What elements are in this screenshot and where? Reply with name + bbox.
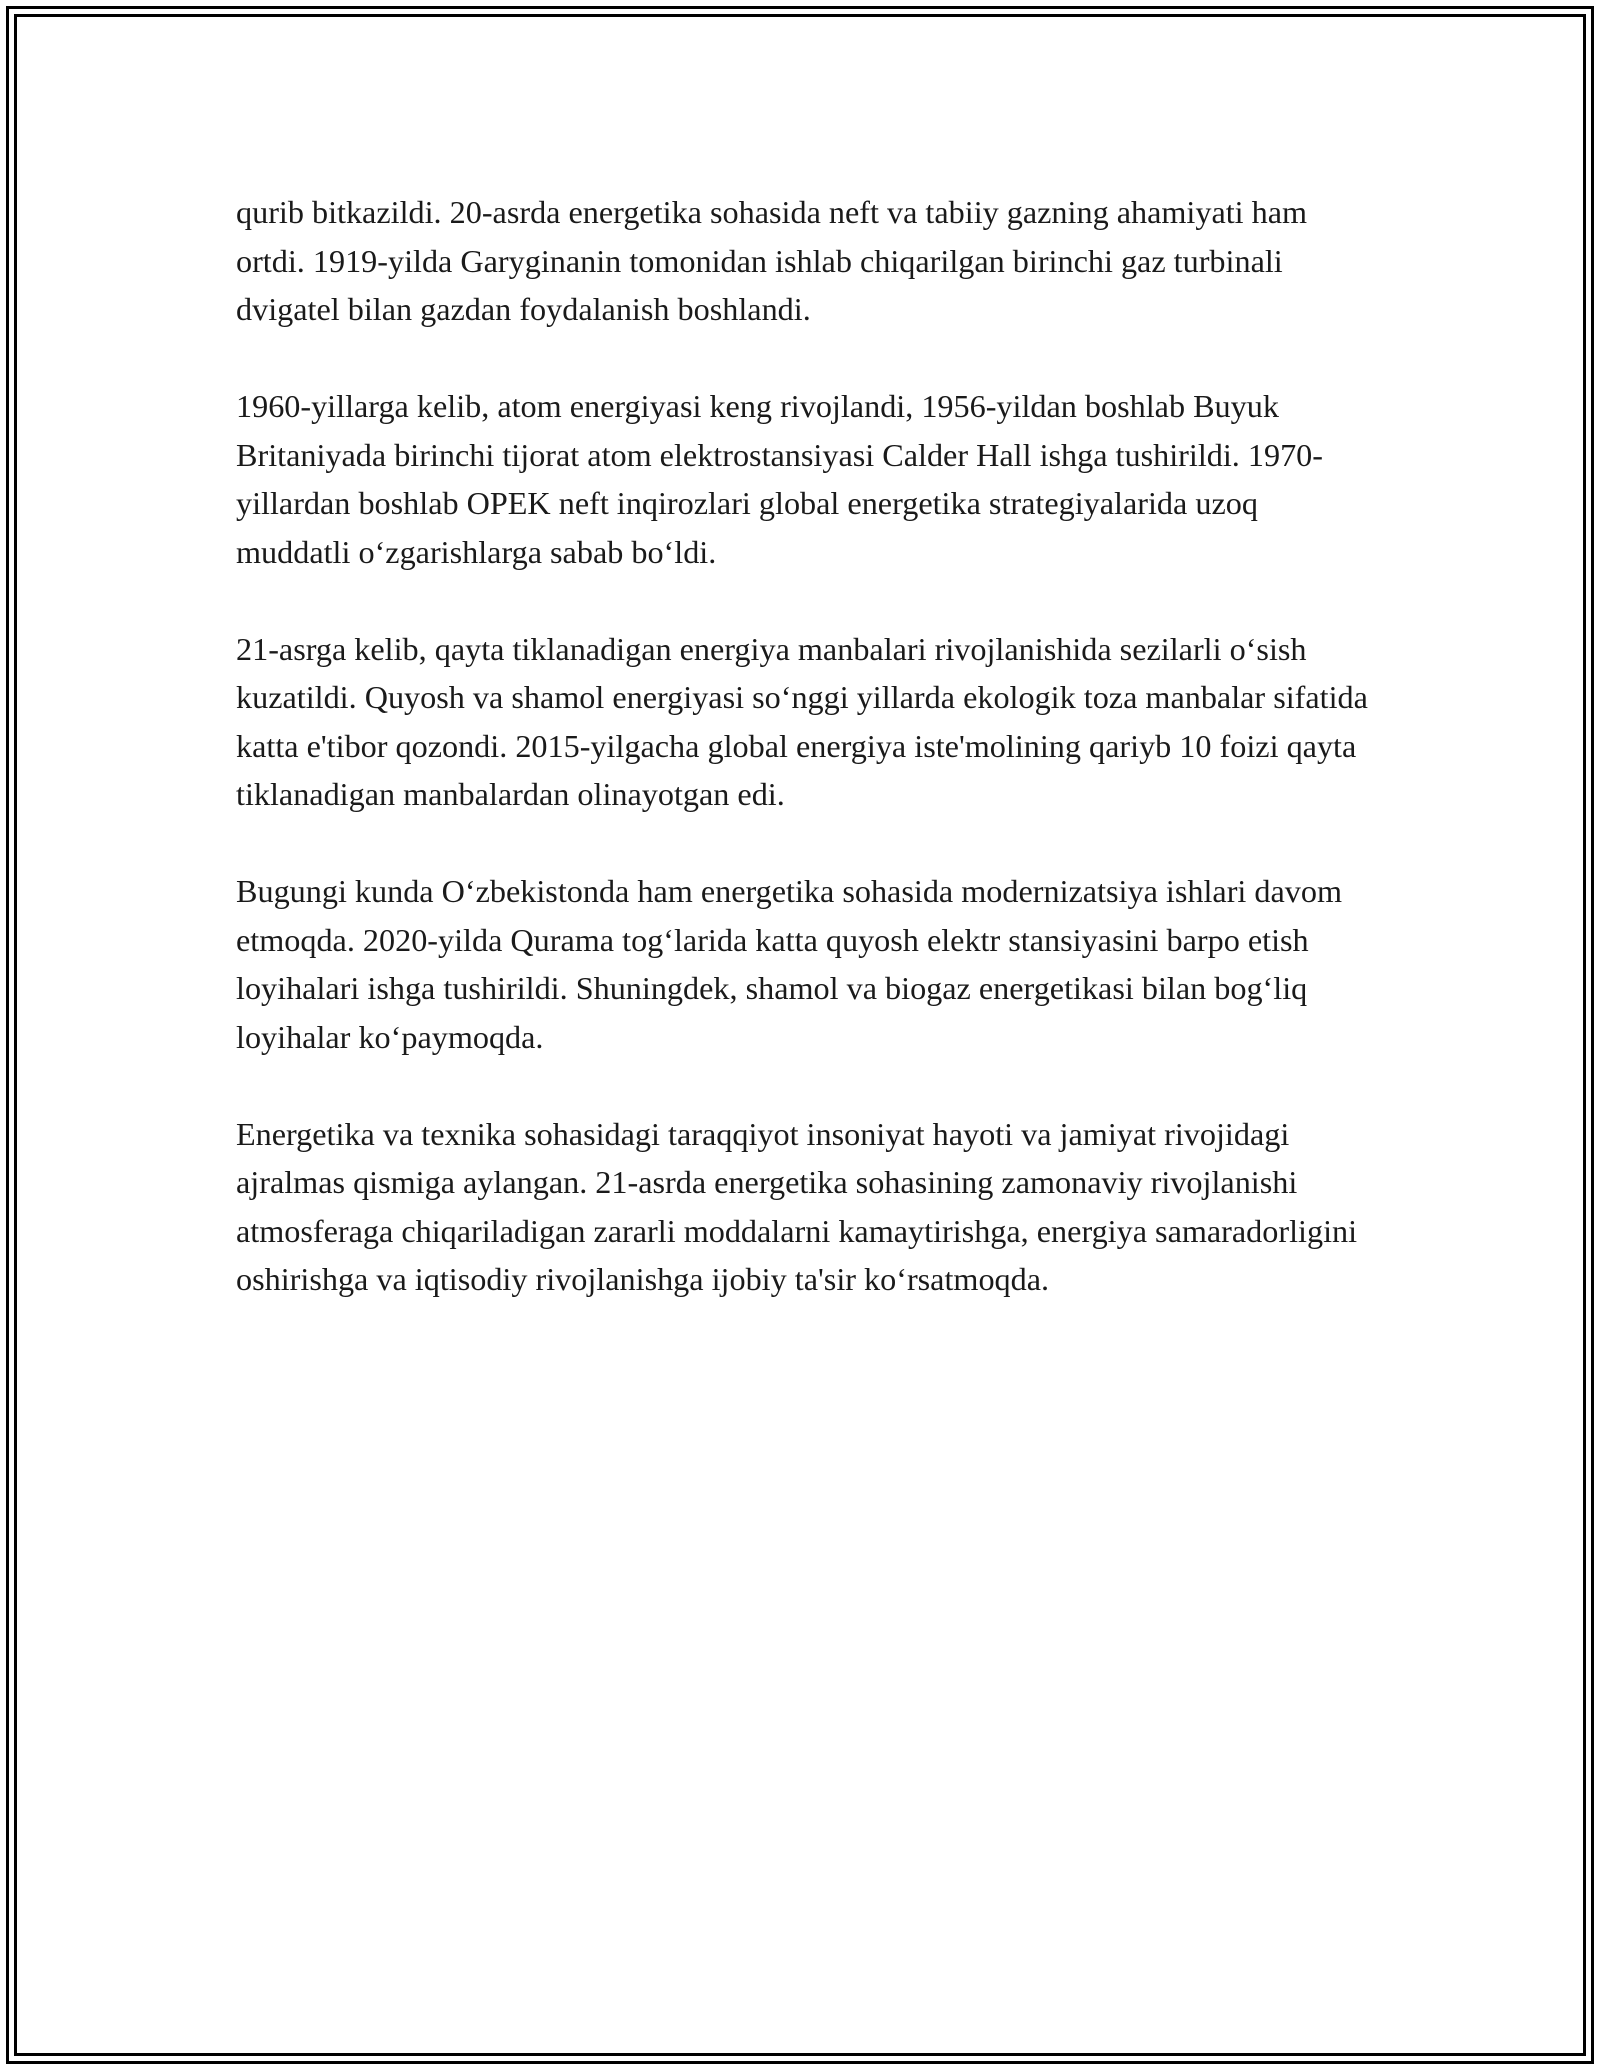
document-body [236,188,1376,1304]
paragraph-2: 1960-yillarga kelib, atom energiyasi keng rivojlandi, 1956-yildan boshlab Buyuk Britaniyada birinchi tijorat atom elektrostansiyasi Calder Hall ishga tushirildi. 1970-yillardan boshlab OPEK neft inqirozlari global energetika strategiyalarida uzoq muddatli o‘zgarishlarga sabab bo‘ldi. [236,388,1323,570]
paragraph-5: Energetika va texnika sohasidagi taraqqiyot insoniyat hayoti va jamiyat rivojidagi ajralmas qismiga aylangan. 21-asrda energetika sohasining zamonaviy rivojlanishi atmosferaga chiqariladigan zararli moddalarni kamaytirishga, energiya samaradorligini oshirishga va iqtisodiy rivojlanishga ijobiy ta'sir ko‘rsatmoqda. [236,1115,1358,1297]
paragraph-1: qurib bitkazildi. 20-asrda energetika sohasida neft va tabiiy gazning ahamiyati ham ortdi. 1919-yilda Garyginanin tomonidan ishlab chiqarilgan birinchi gaz turbinali dvigatel bilan gazdan foydalanish boshlandi. [236,194,1308,327]
paragraph-4: Bugungi kunda O‘zbekistonda ham energetika sohasida modernizatsiya ishlari davom etmoqda. 2020-yilda Qurama tog‘larida katta quyosh elektr stansiyasini barpo etish loyihalari ishga tushirildi. Shuningdek, shamol va biogaz energetikasi bilan bog‘liq loyihalar ko‘paymoqda. [236,873,1343,1055]
paragraph-3: 21-asrga kelib, qayta tiklanadigan energiya manbalari rivojlanishida sezilarli o‘sish kuzatildi. Quyosh va shamol energiyasi so‘nggi yillarda ekologik toza manbalar sifatida katta e'tibor qozondi. 2015-yilgacha global energiya iste'molining qariyb 10 foizi qayta tiklanadigan manbalardan olinayotgan edi. [236,630,1368,812]
